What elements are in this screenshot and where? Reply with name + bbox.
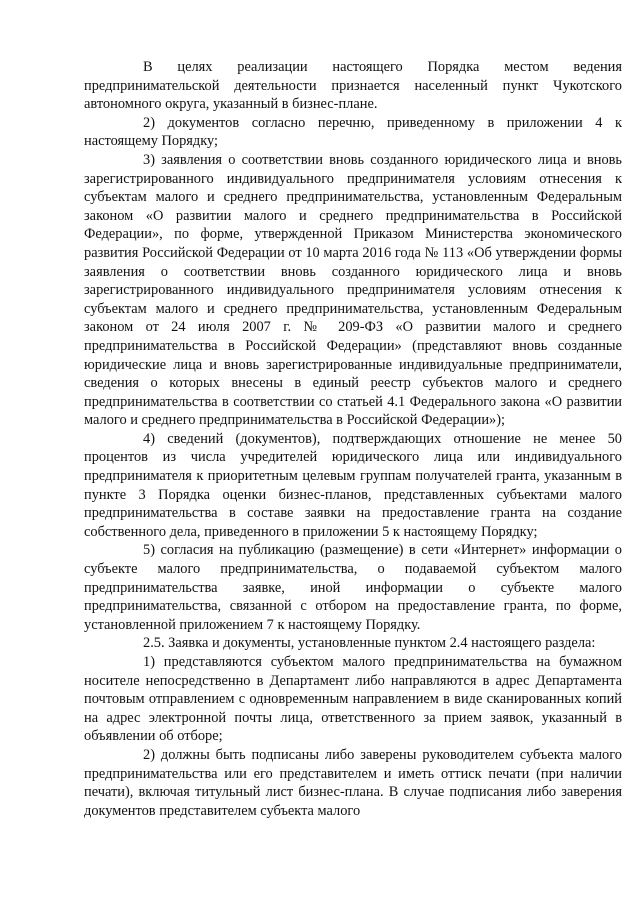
paragraph-submission-1: 1) представляются субъектом малого предпринимательства на бумажном носителе непосредственно в Департамент либо направляются в адрес Департамента почтовым отправлением с одновременным направлением в виде сканированных копий на адрес электронной почты лица, ответственного за прием заявок, указанный в объявлении об отборе; <box>84 654 622 745</box>
paragraph-item-2-documents: 2) документов согласно перечню, приведенному в приложении 4 к настоящему Порядку; <box>84 114 622 150</box>
paragraph-business-location: В целях реализации настоящего Порядка местом ведения предпринимательской деятельности признается населенный пункт Чукотского автономного округа, указанный в бизнес-плане. <box>84 59 622 113</box>
paragraph-item-3-application: 3) заявления о соответствии вновь созданного юридического лица и вновь зарегистрированного индивидуального предпринимателя условиям отнесения к субъектам малого и среднего предпринимательства, установленным Федеральным законом «О развитии малого и среднего предпринимательства в Российской Федерации», по форме, утвержденной Приказом Министерства экономического развития Российской Федерации от 10 марта 2016 года № 113 «Об утверждении формы заявления о соответствии вновь созданного юридического лица и вновь зарегистрированного индивидуального предпринимателя условиям отнесения к субъектам малого и среднего предпринимательства, установленным Федеральным законом от 24 июля 2007 г. № 209-ФЗ «О развитии малого и среднего предпринимательства в Российской Федерации» (представляют вновь созданные юридические лица и вновь зарегистрированные индивидуальные предприниматели, сведения о которых внесены в единый реестр субъектов малого и среднего предпринимательства в соответствии со статьей 4.1 Федерального закона «О развитии малого и среднего предпринимательства в Российской Федерации»); <box>84 151 622 429</box>
paragraph-submission-2: 2) должны быть подписаны либо заверены руководителем субъекта малого предпринимательства или его представителем и иметь оттиск печати (при наличии печати), включая титульный лист бизнес-плана. В случае подписания либо заверения документов представителем субъекта малого <box>84 746 622 819</box>
paragraph-item-4-information: 4) сведений (документов), подтверждающих отношение не менее 50 процентов из числа учредителей юридического лица или индивидуального предпринимателя к приоритетным целевым группам получателей гранта, указанным в пункте 3 Порядка оценки бизнес-планов, представленных субъектами малого предпринимательства в составе заявки на предоставление гранта на создание собственного дела, приведенного в приложении 5 к настоящему Порядку; <box>84 430 622 540</box>
paragraph-section-2-5: 2.5. Заявка и документы, установленные пунктом 2.4 настоящего раздела: <box>143 635 596 652</box>
paragraph-item-5-consent: 5) согласия на публикацию (размещение) в сети «Интернет» информации о субъекте малого предпринимательства, о подаваемой субъектом малого предпринимательства заявке, иной информации о субъекте малого предпринимательства, связанной с отбором на предоставление гранта, по форме, установленной приложением 7 к настоящему Порядку. <box>84 542 622 633</box>
